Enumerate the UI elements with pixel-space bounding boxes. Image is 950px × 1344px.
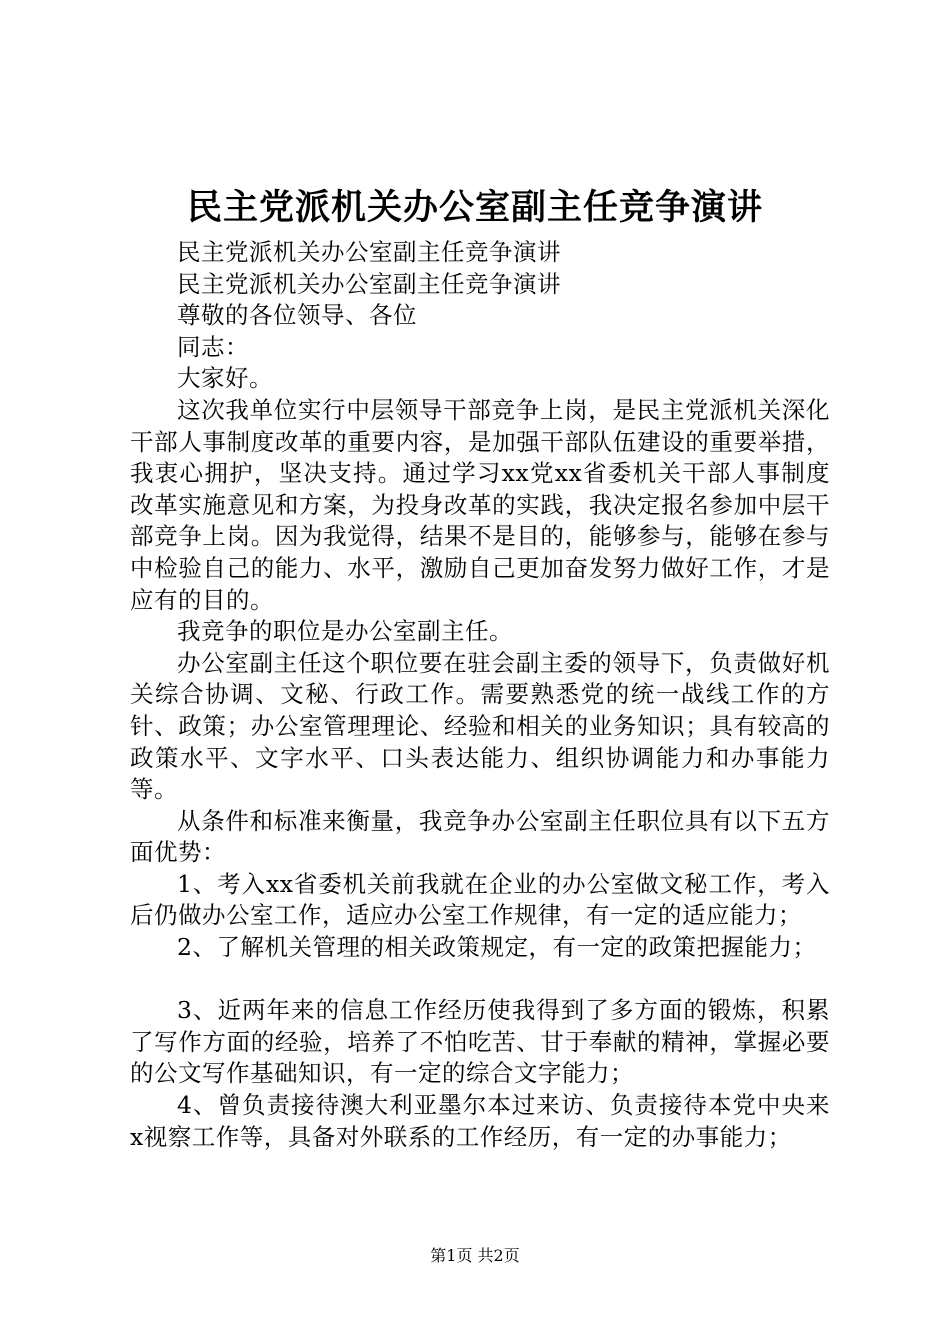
paragraph-advantages-intro: 从条件和标准来衡量，我竞争办公室副主任职位具有以下五方面优势： (130, 806, 830, 867)
paragraph-advantage-4: 4、曾负责接待澳大利亚墨尔本过来访、负责接待本党中央来x视察工作等，具备对外联系的工作经历，有一定的办事能力； (130, 1091, 830, 1151)
paragraph-advantage-1: 1、考入xx省委机关前我就在企业的办公室做文秘工作，考入后仍做办公室工作，适应办公室工作规律，有一定的适应能力； (130, 869, 830, 930)
document-body (130, 237, 830, 1153)
page-number-footer: 第1页 共2页 (430, 1246, 520, 1265)
paragraph-greeting: 大家好。 (177, 364, 273, 393)
paragraph-subtitle-1: 民主党派机关办公室副主任竞争演讲 (177, 238, 561, 266)
paragraph-position: 我竞争的职位是办公室副主任。 (177, 617, 513, 646)
paragraph-salutation: 尊敬的各位领导、各位 (177, 301, 417, 330)
paragraph-salutation-continued: 同志： (177, 332, 249, 361)
paragraph-advantage-2: 2、了解机关管理的相关政策规定，有一定的政策把握能力； (177, 933, 817, 962)
paragraph-intro: 这次我单位实行中层领导干部竞争上岗，是民主党派机关深化干部人事制度改革的重要内容，是加强干部队伍建设的重要举措，我衷心拥护，坚决支持。通过学习xx党xx省委机关干部人事制度改革实施意见和方案，为投身改革的实践，我决定报名参加中层干部竞争上岗。因为我觉得，结果不是目的，能够参与，能够在参与中检验自己的能力、水平，激励自己更加奋发努力做好工作，才是应有的目的。 (130, 395, 830, 614)
paragraph-position-description: 办公室副主任这个职位要在驻会副主委的领导下，负责做好机关综合协调、文秘、行政工作。需要熟悉党的统一战线工作的方针、政策；办公室管理理论、经验和相关的业务知识；具有较高的政策水平、文字水平、口头表达能力、组织协调能力和办事能力等。 (130, 648, 830, 804)
paragraph-subtitle-2: 民主党派机关办公室副主任竞争演讲 (177, 269, 561, 298)
paragraph-advantage-3: 3、近两年来的信息工作经历使我得到了多方面的锻炼，积累了写作方面的经验，培养了不怕吃苦、甘于奉献的精神，掌握必要的公文写作基础知识，有一定的综合文字能力； (130, 996, 830, 1088)
document-title: 民主党派机关办公室副主任竞争演讲 (186, 187, 763, 228)
